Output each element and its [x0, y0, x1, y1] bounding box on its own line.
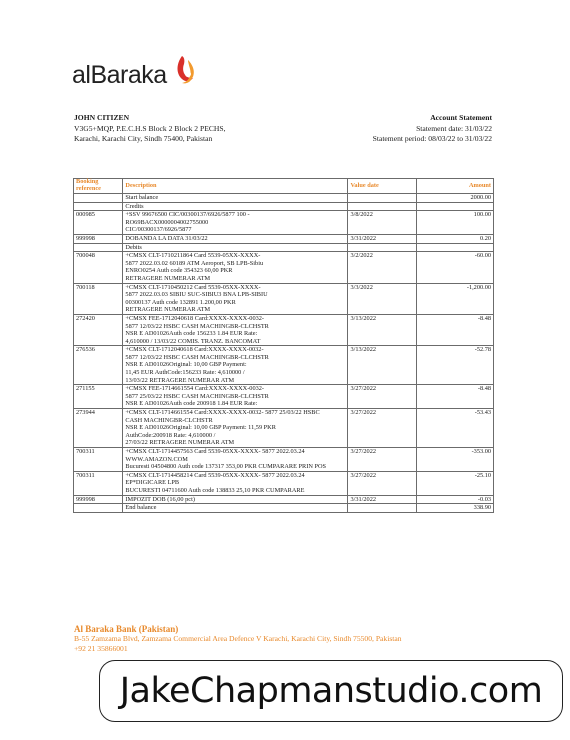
cell-description: [123, 243, 348, 252]
description-line: Bucuresti 04504800 Auth code 137317 353,00 PKR CUMPARARE PRIN POS: [125, 463, 327, 471]
description-line: CASH MACHINGBR-CLCHSTR: [125, 416, 213, 424]
header-description: Description: [123, 179, 348, 194]
statement-date: Statement date: 31/03/22: [416, 123, 492, 133]
footer-phone: +92 21 35866001: [74, 644, 128, 653]
logo-text: [72, 61, 167, 90]
description-line: 5877 2022.03.03 SIBIU SUC-SIBIU3 BNA LPB-SIBIU: [125, 291, 268, 299]
cell-description: [123, 194, 348, 203]
cell-booking-reference: 700048: [74, 252, 123, 283]
cell-description: [123, 211, 348, 235]
description-line: 13/03/22 RETRAGERE NUMERAR ATM: [125, 376, 235, 384]
logo-text-al: al: [72, 61, 91, 89]
table-row: [74, 448, 494, 472]
footer-address: B-55 Zamzama Blvd, Zamzama Commercial Area Defence V Karachi, Karachi City, Sindh 75500, Pakistan: [74, 634, 402, 643]
footer: [74, 624, 402, 654]
cell-booking-reference: 272420: [74, 314, 123, 345]
cell-value-date: 3/8/2022: [348, 211, 417, 235]
description-line: ENRO0254 Auth code 354323 60,00 PKR: [125, 267, 233, 275]
cell-value-date: 3/31/2022: [348, 234, 417, 243]
cell-booking-reference: 999998: [74, 234, 123, 243]
description-line: Credits: [125, 202, 144, 210]
cell-amount: 338.90: [417, 504, 494, 513]
description-line: 00300137 Auth code 132891 1.200,00 PKR: [125, 298, 236, 306]
cell-amount: -25.10: [417, 471, 494, 495]
cell-booking-reference: 700311: [74, 448, 123, 472]
cell-amount: -52.78: [417, 346, 494, 385]
cell-amount: -8.48: [417, 314, 494, 345]
cell-booking-reference: [74, 202, 123, 211]
cell-value-date: 3/27/2022: [348, 448, 417, 472]
description-line: BUCURESTI 04711600 Auth code 138833 25,10 PKR CUMPARARE: [125, 486, 305, 494]
logo-text-baraka: Baraka: [90, 61, 167, 89]
cell-value-date: 3/3/2022: [348, 283, 417, 314]
cell-amount: -0.03: [417, 495, 494, 504]
cell-description: [123, 385, 348, 409]
table-row: [74, 504, 494, 513]
description-line: 5877 12/03/22 HSBC CASH MACHINGBR-CLCHSTR: [125, 322, 269, 330]
cell-amount: -1,200.00: [417, 283, 494, 314]
description-line: +CMSX FEE-1714661554 Card:XXXX-XXXX-0032-: [125, 385, 264, 393]
cell-value-date: 3/13/2022: [348, 346, 417, 385]
table-row: [74, 346, 494, 385]
cell-booking-reference: [74, 194, 123, 203]
cell-amount: 100.00: [417, 211, 494, 235]
cell-description: [123, 448, 348, 472]
transactions-table: [73, 178, 494, 513]
description-line: +CMSX CLT-1714458214 Card 5539-05XX-XXXX- 5877 2022.03.24: [125, 471, 305, 479]
cell-value-date: [348, 504, 417, 513]
description-line: +CMSX CLT-1712040618 Card:XXXX-XXXX-0032-: [125, 346, 264, 354]
cell-value-date: 3/27/2022: [348, 471, 417, 495]
cell-description: [123, 409, 348, 448]
cell-booking-reference: 700118: [74, 283, 123, 314]
cell-description: [123, 495, 348, 504]
description-line: EP*DIGICARE LPB: [125, 479, 180, 487]
cell-amount: -8.48: [417, 385, 494, 409]
watermark-banner: JakeChapmanstudio.com: [99, 660, 563, 722]
statement-period: Statement period: 08/03/22 to 31/03/22: [372, 134, 492, 143]
table-row: [74, 471, 494, 495]
cell-amount: [417, 202, 494, 211]
description-line: CIC/00300137/6926/5877: [125, 226, 192, 234]
description-line: NSR E AD01026Original: 10,00 GBP Payment:: [125, 361, 247, 369]
cell-value-date: 3/2/2022: [348, 252, 417, 283]
cell-amount: [417, 243, 494, 252]
description-line: NSR E AD01026Auth code 156233 1.84 EUR Rate:: [125, 330, 258, 338]
description-line: DOBANDA LA DATA 31/03/22: [125, 234, 208, 242]
table-row: [74, 202, 494, 211]
table-row: [74, 252, 494, 283]
customer-block: [74, 113, 226, 145]
customer-address-line2: Karachi, Karachi City, Sindh 75400, Pakistan: [74, 134, 213, 143]
cell-amount: -53.43: [417, 409, 494, 448]
cell-booking-reference: 271155: [74, 385, 123, 409]
cell-description: [123, 234, 348, 243]
description-line: RO69BACX0000004002755000: [125, 218, 209, 226]
description-line: WWW.AMAZON.COM: [125, 455, 188, 463]
description-line: 5877 12/03/22 HSBC CASH MACHINGBR-CLCHSTR: [125, 353, 269, 361]
cell-booking-reference: 700311: [74, 471, 123, 495]
header-value-date: Value date: [348, 179, 417, 194]
cell-value-date: 3/31/2022: [348, 495, 417, 504]
description-line: 5877 2022.03.02 60189 ATM Aeroport, SB LPB-Sibiu: [125, 259, 264, 267]
cell-description: [123, 314, 348, 345]
customer-name: JOHN CITIZEN: [74, 113, 130, 122]
logo-flame-icon: [172, 52, 202, 92]
description-line: 4,610000 / 13/03/22 COMIS. TRANZ. BANCOMAT: [125, 337, 261, 345]
table-row: [74, 194, 494, 203]
cell-booking-reference: [74, 243, 123, 252]
cell-value-date: [348, 194, 417, 203]
description-line: 27/03/22 RETRAGERE NUMERAR ATM: [125, 439, 235, 447]
description-line: NSR E AD01026Auth code 200918 1.84 EUR Rate:: [125, 400, 258, 408]
cell-value-date: [348, 202, 417, 211]
cell-amount: -353.00: [417, 448, 494, 472]
cell-value-date: 3/27/2022: [348, 409, 417, 448]
table-header-row: [74, 179, 494, 194]
cell-amount: 2000.00: [417, 194, 494, 203]
description-line: +CMSX CLT-1710211864 Card 5539-05XX-XXXX-: [125, 252, 261, 260]
cell-amount: 0.20: [417, 234, 494, 243]
statement-block: [373, 113, 492, 145]
cell-booking-reference: 273944: [74, 409, 123, 448]
cell-description: [123, 202, 348, 211]
description-line: End balance: [125, 504, 157, 512]
cell-booking-reference: 000985: [74, 211, 123, 235]
description-line: +CMSX CLT-1714661554 Card:XXXX-XXXX-0032- 5877 25/03/22 HSBC: [125, 409, 320, 417]
cell-value-date: [348, 243, 417, 252]
cell-amount: -60.00: [417, 252, 494, 283]
description-line: RETRAGERE NUMERAR ATM: [125, 274, 211, 282]
cell-description: [123, 504, 348, 513]
cell-booking-reference: 999998: [74, 495, 123, 504]
description-line: RETRAGERE NUMERAR ATM: [125, 306, 211, 314]
description-line: +CMSX CLT-1714457563 Card 5539-05XX-XXXX- 5877 2022.03.24: [125, 448, 305, 455]
description-line: +CMSX CLT-1710450212 Card 5539-05XX-XXXX-: [125, 283, 261, 291]
cell-description: [123, 346, 348, 385]
cell-booking-reference: [74, 504, 123, 513]
statement-title: Account Statement: [430, 113, 492, 122]
description-line: +SSV 99676500 CIC/00300137/6926/5877 100 -: [125, 211, 250, 219]
description-line: +CMSX FEE-1712040618 Card:XXXX-XXXX-0032-: [125, 314, 264, 322]
table-row: [74, 385, 494, 409]
cell-description: [123, 471, 348, 495]
header-booking-reference: Booking reference: [74, 179, 123, 194]
cell-value-date: 3/13/2022: [348, 314, 417, 345]
table-row: [74, 314, 494, 345]
albaraka-logo: [72, 52, 212, 96]
cell-description: [123, 252, 348, 283]
description-line: IMPOZIT DOB (16,00 pct): [125, 495, 195, 503]
customer-address-line1: V3G5+MQP, P.E.C.H.S Block 2 Block 2 PECHS,: [74, 123, 226, 133]
description-line: NSR E AD01026Original: 10,00 GBP Payment: 11,59 PKR: [125, 424, 276, 432]
description-line: Start balance: [125, 194, 159, 201]
description-line: 11,45 EUR AuthCode:156233 Rate: 4,610000 /: [125, 369, 245, 377]
footer-bank-name: Al Baraka Bank (Pakistan): [74, 624, 179, 634]
header-amount: Amount: [417, 179, 494, 194]
description-line: 5877 25/03/22 HSBC CASH MACHINGBR-CLCHSTR: [125, 392, 269, 400]
table-row: [74, 211, 494, 235]
table-row: [74, 495, 494, 504]
table-row: [74, 409, 494, 448]
cell-booking-reference: 276536: [74, 346, 123, 385]
cell-description: [123, 283, 348, 314]
description-line: AuthCode:200918 Rate: 4,610000 /: [125, 431, 216, 439]
table-row: [74, 234, 494, 243]
cell-value-date: 3/27/2022: [348, 385, 417, 409]
description-line: Debits: [125, 243, 142, 251]
table-row: [74, 243, 494, 252]
table-row: [74, 283, 494, 314]
